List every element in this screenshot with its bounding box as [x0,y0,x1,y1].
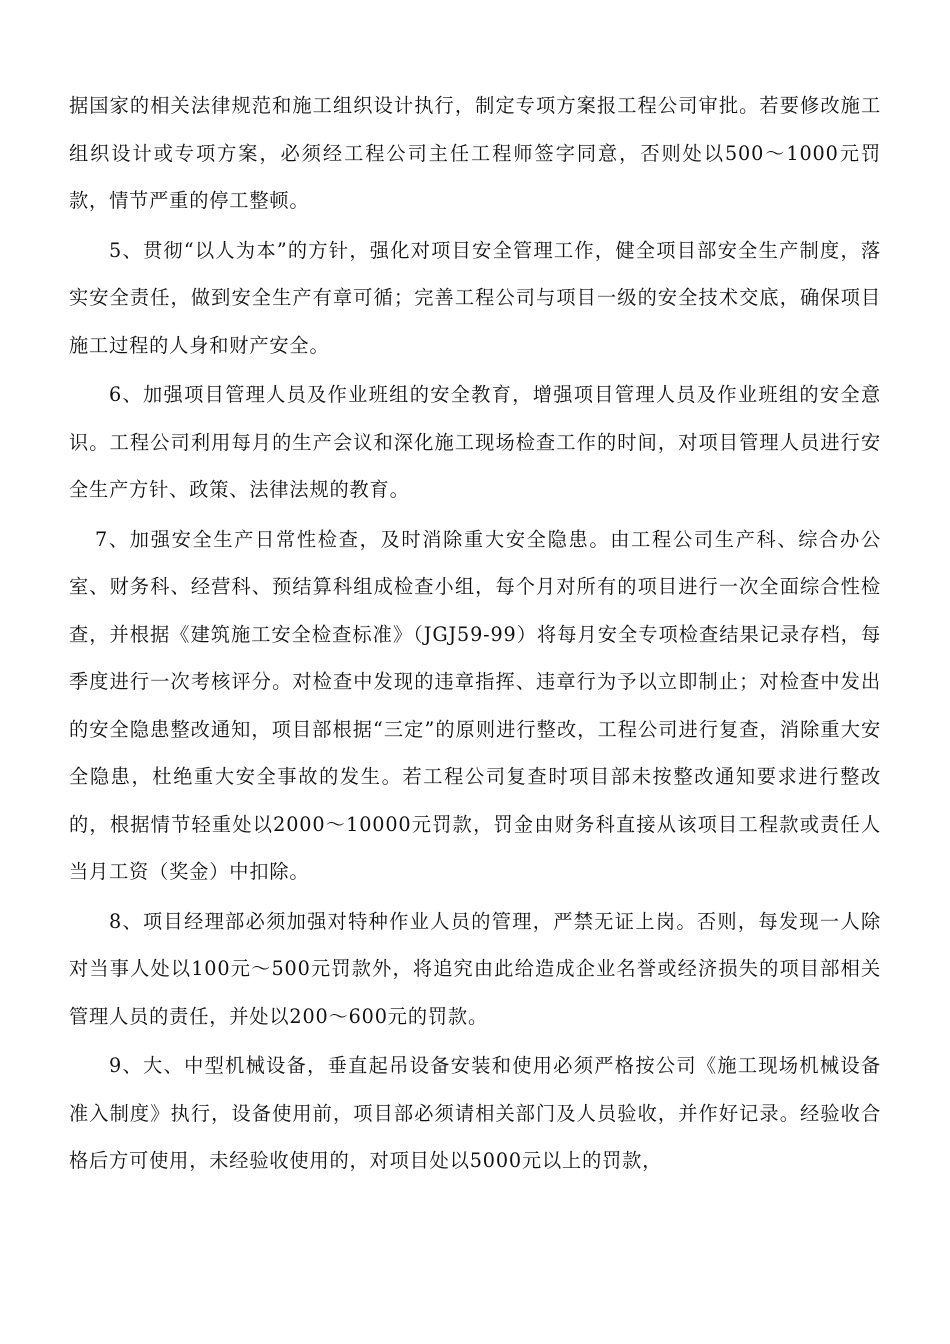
document-body [69,82,881,1185]
paragraph-item-9: 9、大、中型机械设备，垂直起吊设备安装和使用必须严格按公司《施工现场机械设备准入制度》执行，设备使用前，项目部必须请相关部门及人员验收，并作好记录。经验收合格后方可使用，未经验收使用的，对项目处以5000元以上的罚款， [69,1054,881,1172]
paragraph-item-5: 5、贯彻“以人为本”的方针，强化对项目安全管理工作，健全项目部安全生产制度，落实安全责任，做到安全生产有章可循；完善工程公司与项目一级的安全技术交底，确保项目施工过程的人身和财产安全。 [69,238,881,357]
paragraph-item-6: 6、加强项目管理人员及作业班组的安全教育，增强项目管理人员及作业班组的安全意识。工程公司利用每月的生产会议和深化施工现场检查工作的时间，对项目管理人员进行安全生产方针、政策、法律法规的教育。 [69,383,881,501]
paragraph-item-7: 7、加强安全生产日常性检查，及时消除重大安全隐患。由工程公司生产科、综合办公室、财务科、经营科、预结算科组成检查小组，每个月对所有的项目进行一次全面综合性检查，并根据《建筑施工安全检查标准》（JGJ59-99）将每月安全专项检查结果记录存档，每季度进行一次考核评分。对检查中发现的违章指挥、违章行为予以立即制止；对检查中发出的安全隐患整改通知，项目部根据“三定”的原则进行整改，工程公司进行复查，消除重大安全隐患，杜绝重大安全事故的发生。若工程公司复查时项目部未按整改通知要求进行整改的，根据情节轻重处以2000～10000元罚款，罚金由财务科直接从该项目工程款或责任人当月工资（奖金）中扣除。 [69,527,881,883]
paragraph-continuation: 据国家的相关法律规范和施工组织设计执行，制定专项方案报工程公司审批。若要修改施工组织设计或专项方案，必须经工程公司主任工程师签字同意，否则处以500～1000元罚款，情节严重的停工整顿。 [69,94,881,212]
paragraph-item-8: 8、项目经理部必须加强对特种作业人员的管理，严禁无证上岗。否则，每发现一人除对当事人处以100元～500元罚款外，将追究由此给造成企业名誉或经济损失的项目部相关管理人员的责任，并处以200～600元的罚款。 [69,909,881,1028]
